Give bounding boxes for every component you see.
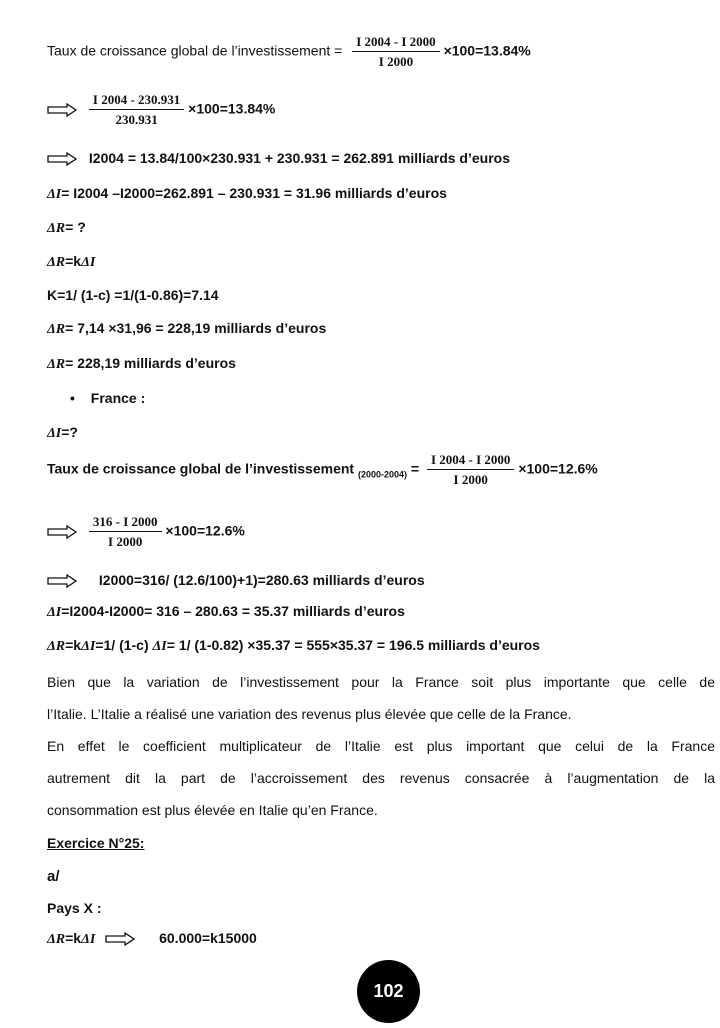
- delta-r-calc-line: ΔR= 7,14 ×31,96 = 228,19 milliards d’euros: [47, 320, 327, 337]
- substitution-fraction: $\frac{I 2004 - 230.931}{230.931}$: [89, 92, 184, 128]
- implies-arrow-icon: [47, 525, 77, 539]
- delta-i-line: ΔI= I2004 –I2000=262.891 – 230.931 = 31.96 milliards d’euros: [47, 185, 447, 202]
- growth-rate-label: Taux de croissance global de l’investissement =: [47, 42, 343, 59]
- delta-r-result-line: ΔR= 228,19 milliards d’euros: [47, 355, 236, 372]
- implies-arrow-icon: [105, 932, 135, 946]
- growth-rate-italy-line: [47, 34, 531, 70]
- substitution-france-line: $\frac{316 - I 2000}{I 2000}$ ×100=12.6%: [47, 514, 245, 550]
- delta-r-france-line: ΔR=kΔI=1/ (1-c) ΔI= 1/ (1-0.82) ×35.37 = 555×35.37 = 196.5 milliards d’euros: [47, 637, 540, 654]
- country-x-equation: ΔR=kΔI 60.000=k15000: [47, 930, 257, 947]
- conclusion-paragraph-2: En effet le coefficient multiplicateur de l’Italie est plus important que celui de la France autrement dit la part de l’accroissement des revenus consacrée à l’augmentation de la consommation est plus élevée en Italie qu’en France.: [47, 738, 715, 818]
- growth-fraction: $\frac{I 2004 - I 2000}{I 2000}$: [352, 34, 439, 70]
- substitution-line: $\frac{I 2004 - 230.931}{230.931}$ ×100=13.84%: [47, 92, 275, 128]
- delta-r-formula-line: ΔR=kΔI: [47, 253, 96, 270]
- delta-i-france-line: ΔI=I2004-I2000= 316 – 280.63 = 35.37 milliards d’euros: [47, 603, 405, 620]
- growth-result: ×100=13.84%: [443, 42, 531, 59]
- delta-i-question-line: ΔI=?: [47, 424, 78, 441]
- implies-arrow-icon: [47, 103, 77, 117]
- france-bullet: • France :: [70, 390, 146, 406]
- i2000-line: I2000=316/ (12.6/100)+1)=280.63 milliards d’euros: [47, 572, 425, 588]
- page-number: 102: [357, 960, 420, 1023]
- i2004-line: I2004 = 13.84/100×230.931 + 230.931 = 262.891 milliards d’euros: [47, 150, 510, 166]
- growth-rate-france-line: Taux de croissance global de l’investissement $_{(2000-2004)}$ = $\frac{I 2004 - I 2000}{I 2000}$ ×100=12.6%: [47, 452, 598, 487]
- growth-fraction-france: $\frac{I 2004 - I 2000}{I 2000}$: [427, 452, 514, 488]
- conclusion-paragraph-1: Bien que la variation de l’investissement pour la France soit plus importante que celle de l’Italie. L’Italie a réalisé une variation des revenus plus élevée que celle de la France.: [47, 674, 715, 722]
- implies-arrow-icon: [47, 574, 77, 588]
- implies-arrow-icon: [47, 152, 77, 166]
- multiplier-line: K=1/ (1-c) =1/(1-0.86)=7.14: [47, 287, 219, 303]
- exercise-heading: Exercice N°25:: [47, 835, 145, 851]
- country-x-label: Pays X :: [47, 900, 102, 916]
- bullet-icon: •: [70, 390, 75, 406]
- substitution-fraction-france: $\frac{316 - I 2000}{I 2000}$: [89, 514, 162, 550]
- exercise-part-a: a/: [47, 868, 60, 885]
- delta-r-question-line: ΔR= ?: [47, 219, 86, 236]
